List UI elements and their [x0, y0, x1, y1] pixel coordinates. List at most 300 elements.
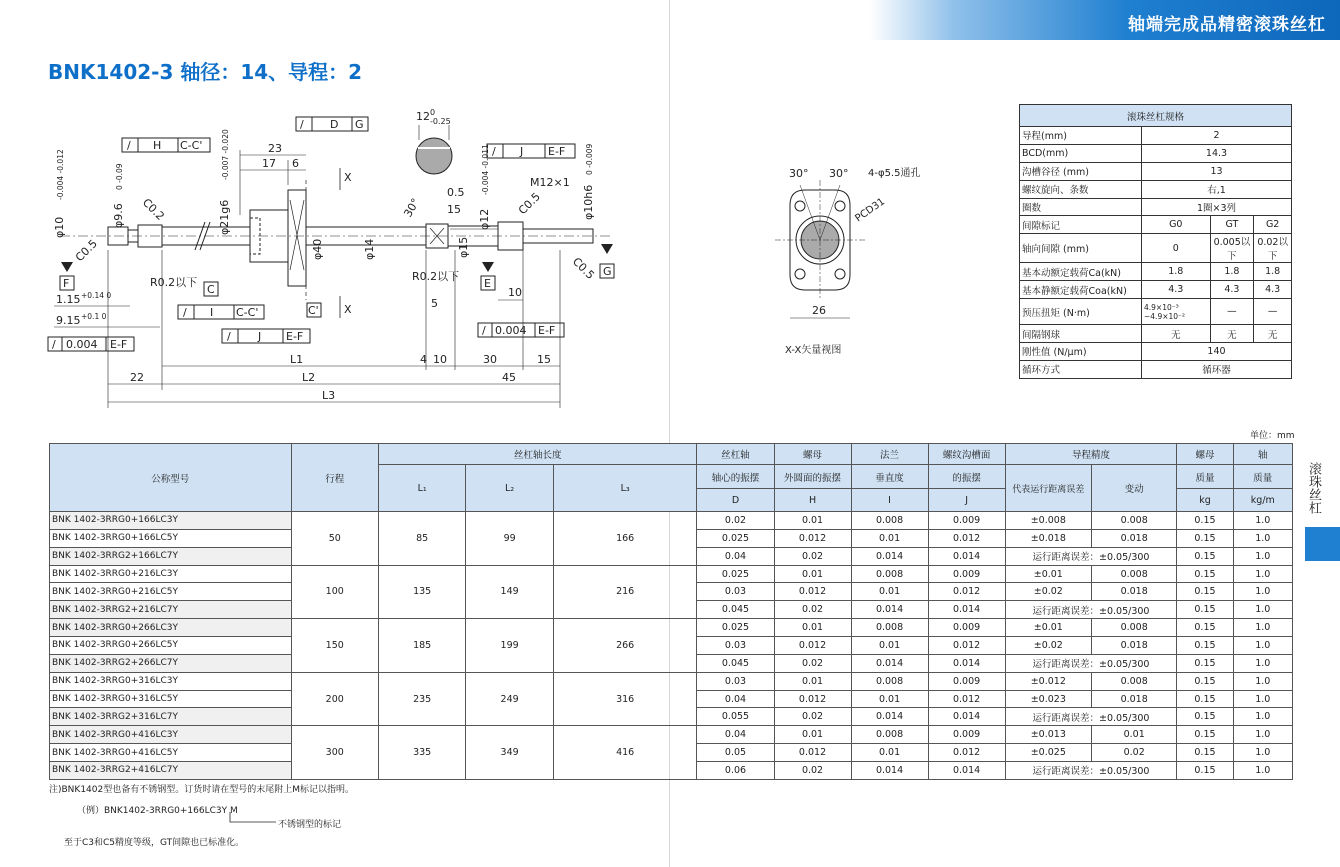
note-1: 注)BNK1402型也备有不锈钢型。订货时请在型号的末尾附上M标记以指明。 [49, 785, 354, 795]
d-cell: 0.03 [697, 637, 774, 655]
svg-text:C-C': C-C' [236, 306, 259, 319]
l3-cell: 166 [553, 512, 697, 566]
dim-10a: 10 [508, 286, 522, 299]
l2-cell: 199 [466, 619, 553, 673]
dim-30: 30 [483, 353, 497, 366]
datum-cprime [307, 303, 321, 317]
col-i-mid: 垂直度 [851, 465, 928, 489]
shaft-mass-cell: 1.0 [1233, 547, 1292, 565]
mount-hole-2 [835, 201, 845, 211]
dim-phi21-tol: -0.007 -0.020 [221, 129, 230, 180]
dim-4: 4 [420, 353, 427, 366]
svg-text:I: I [210, 306, 214, 319]
lead-b-cell: 0.018 [1092, 583, 1177, 601]
h-cell: 0.02 [774, 762, 851, 780]
svg-text:C: C [207, 283, 215, 296]
dim-phi40: φ40 [311, 238, 324, 260]
d-cell: 0.03 [697, 583, 774, 601]
dim-L3: L3 [322, 389, 336, 402]
l3-cell: 316 [553, 672, 697, 726]
d-cell: 0.025 [697, 619, 774, 637]
svg-text:/: / [227, 330, 231, 343]
shaft-mass-cell: 1.0 [1233, 619, 1292, 637]
l1-cell: 235 [378, 672, 465, 726]
note-3: 至于C3和C5精度等级，GT间隙也已标准化。 [64, 838, 245, 848]
nut-mass-cell: 0.15 [1177, 565, 1233, 583]
lead-a-cell: ±0.02 [1005, 583, 1091, 601]
frame-runout-left [48, 337, 134, 351]
spec-value: 1圈×3列 [1142, 198, 1292, 216]
lead-full-cell: 运行距离误差：±0.05/300 [1005, 547, 1177, 565]
d-cell: 0.06 [697, 762, 774, 780]
j-cell: 0.009 [928, 565, 1005, 583]
d-cell: 0.045 [697, 654, 774, 672]
lead-b-cell: 0.008 [1092, 619, 1177, 637]
spec-value: G0 [1142, 216, 1211, 234]
spec-value: 140 [1142, 343, 1292, 361]
h-cell: 0.01 [774, 565, 851, 583]
i-cell: 0.008 [851, 512, 928, 530]
nut-mass-cell: 0.15 [1177, 726, 1233, 744]
dim-c05-c: C0.5 [569, 254, 597, 282]
spec-value: 0 [1142, 234, 1211, 263]
h-cell: 0.02 [774, 601, 851, 619]
svg-text:F: F [63, 277, 70, 290]
dim-115: 1.15 [56, 293, 81, 306]
lead-b-cell: 0.018 [1092, 529, 1177, 547]
side-tab-marker [1305, 527, 1340, 561]
shaft-mass-cell: 1.0 [1233, 637, 1292, 655]
h-cell: 0.012 [774, 744, 851, 762]
spec-label: BCD(mm) [1020, 144, 1142, 162]
table-row [50, 672, 1293, 690]
svg-text:C': C' [308, 304, 319, 317]
side-tab-label: 滚珠丝杠 [1306, 462, 1321, 514]
shaft-mass-cell: 1.0 [1233, 512, 1292, 530]
dim-12-top: 12 [416, 110, 430, 123]
stroke-cell: 50 [291, 512, 378, 566]
spec-value: — [1210, 299, 1254, 325]
i-cell: 0.01 [851, 529, 928, 547]
datum-c [204, 282, 218, 296]
dim-30deg: 30° [401, 196, 423, 220]
table-row [50, 619, 1293, 637]
svg-text:E: E [484, 277, 491, 290]
model-cell: BNK 1402-3RRG2+216LC7Y [50, 601, 292, 619]
shaft-mass-cell: 1.0 [1233, 762, 1292, 780]
model-cell: BNK 1402-3RRG0+416LC5Y [50, 744, 292, 762]
model-cell: BNK 1402-3RRG0+416LC3Y [50, 726, 292, 744]
dim-phi12-tol: -0.004 -0.011 [481, 144, 490, 195]
mount-hole-1 [795, 201, 805, 211]
col-lead: 导程精度 [1005, 444, 1177, 465]
d-cell: 0.04 [697, 690, 774, 708]
dim-c05-a: C0.5 [515, 190, 543, 218]
h-cell: 0.02 [774, 708, 851, 726]
dim-phi10-left: φ10 [53, 216, 66, 238]
i-cell: 0.008 [851, 619, 928, 637]
lead-a-cell: ±0.013 [1005, 726, 1091, 744]
i-cell: 0.014 [851, 547, 928, 565]
shaft-mass-cell: 1.0 [1233, 529, 1292, 547]
svg-text:/: / [183, 306, 187, 319]
col-L2: L₂ [466, 465, 553, 512]
l2-cell: 349 [466, 726, 553, 780]
lead-b-cell: 0.018 [1092, 637, 1177, 655]
col-j-mid: 的振摆 [928, 465, 1005, 489]
dim-10b: 10 [433, 353, 447, 366]
dim-5: 5 [431, 297, 438, 310]
shaft-mass-cell: 1.0 [1233, 690, 1292, 708]
lead-a-cell: ±0.02 [1005, 637, 1091, 655]
lead-full-cell: 运行距离误差：±0.05/300 [1005, 654, 1177, 672]
frame-d [296, 117, 368, 131]
h-cell: 0.02 [774, 654, 851, 672]
svg-text:/: / [52, 338, 56, 351]
nut-pcd: PCD31 [853, 196, 888, 225]
col-j-top: 螺纹沟槽面 [928, 444, 1005, 465]
h-cell: 0.01 [774, 512, 851, 530]
spec-value: 1.8 [1254, 263, 1292, 281]
dim-r02-left: R0.2以下 [150, 276, 198, 289]
model-cell: BNK 1402-3RRG0+316LC5Y [50, 690, 292, 708]
dim-6: 6 [292, 157, 299, 170]
h-cell: 0.012 [774, 690, 851, 708]
col-shaft-mid: 质量 [1233, 465, 1292, 489]
spec-value: 4.3 [1210, 281, 1254, 299]
datum-e [481, 276, 495, 290]
dim-r02-right: R0.2以下 [412, 270, 460, 283]
i-cell: 0.01 [851, 583, 928, 601]
h-cell: 0.01 [774, 672, 851, 690]
spec-value: 2 [1142, 127, 1292, 145]
dim-05: 0.5 [447, 186, 465, 199]
nut-holes: 4-φ5.5通孔 [868, 168, 921, 179]
col-i-top: 法兰 [851, 444, 928, 465]
frame-j-top [487, 144, 575, 158]
l2-cell: 249 [466, 672, 553, 726]
d-cell: 0.04 [697, 547, 774, 565]
col-lead-b: 变动 [1092, 465, 1177, 512]
dim-L2: L2 [302, 371, 316, 384]
i-cell: 0.008 [851, 672, 928, 690]
nut-caption: X-X矢量视图 [785, 345, 842, 356]
lead-b-cell: 0.008 [1092, 565, 1177, 583]
col-L3: L₃ [553, 465, 697, 512]
svg-text:/: / [482, 324, 486, 337]
table-row [50, 565, 1293, 583]
mount-hole-4 [835, 269, 845, 279]
spec-label: 间隙标记 [1020, 216, 1142, 234]
col-shaft-top: 轴 [1233, 444, 1292, 465]
model-table-body [50, 512, 1293, 780]
lead-a-cell: ±0.023 [1005, 690, 1091, 708]
shaft-mass-cell: 1.0 [1233, 583, 1292, 601]
shaft-mass-cell: 1.0 [1233, 744, 1292, 762]
model-table [49, 443, 1293, 780]
header-title: 轴端完成品精密滚珠丝杠 [1128, 15, 1326, 35]
nut-mass-cell: 0.15 [1177, 619, 1233, 637]
dim-17: 17 [262, 157, 276, 170]
spec-value: G2 [1254, 216, 1292, 234]
h-cell: 0.01 [774, 619, 851, 637]
j-cell: 0.012 [928, 744, 1005, 762]
stroke-cell: 300 [291, 726, 378, 780]
d-cell: 0.025 [697, 529, 774, 547]
dim-15: 15 [447, 203, 461, 216]
unit-label: 单位：mm [1250, 431, 1295, 441]
dim-m12: M12×1 [530, 176, 570, 189]
l1-cell: 135 [378, 565, 465, 619]
stroke-cell: 100 [291, 565, 378, 619]
nut-mass-cell: 0.15 [1177, 512, 1233, 530]
spec-value: 无 [1210, 325, 1254, 343]
l3-cell: 416 [553, 726, 697, 780]
table-row [50, 726, 1293, 744]
shaft-drawing [40, 100, 620, 415]
l1-cell: 185 [378, 619, 465, 673]
break-line-a [195, 222, 205, 250]
l3-cell: 216 [553, 565, 697, 619]
l2-cell: 99 [466, 512, 553, 566]
nut-section-view [760, 160, 940, 360]
lead-b-cell: 0.008 [1092, 672, 1177, 690]
lead-b-cell: 0.008 [1092, 512, 1177, 530]
lead-a-cell: ±0.025 [1005, 744, 1091, 762]
j-cell: 0.012 [928, 583, 1005, 601]
j-cell: 0.009 [928, 726, 1005, 744]
spec-label: 导程(mm) [1020, 127, 1142, 145]
svg-text:/: / [492, 145, 496, 158]
stroke-cell: 200 [291, 672, 378, 726]
model-cell: BNK 1402-3RRG0+216LC3Y [50, 565, 292, 583]
mount-hole-3 [795, 269, 805, 279]
shaft-mass-cell: 1.0 [1233, 708, 1292, 726]
h-cell: 0.012 [774, 529, 851, 547]
spec-value: — [1254, 299, 1292, 325]
dim-115-tol: +0.14 0 [81, 291, 112, 300]
col-shaft-unit: kg/m [1233, 489, 1292, 512]
lead-b-cell: 0.02 [1092, 744, 1177, 762]
svg-text:0.004: 0.004 [495, 324, 527, 337]
header-band [870, 0, 1340, 40]
dim-phi10h6: φ10h6 [582, 184, 595, 220]
spec-label: 间隔钢球 [1020, 325, 1142, 343]
nut-mass-cell: 0.15 [1177, 637, 1233, 655]
x-mark-bottom: X [344, 303, 352, 316]
nut-mass-cell: 0.15 [1177, 601, 1233, 619]
nut-angle-b: 30° [829, 167, 849, 180]
dim-phi96: φ9.6 [112, 203, 125, 228]
shaft-mass-cell: 1.0 [1233, 672, 1292, 690]
l1-cell: 85 [378, 512, 465, 566]
j-cell: 0.014 [928, 762, 1005, 780]
j-cell: 0.012 [928, 637, 1005, 655]
j-cell: 0.012 [928, 529, 1005, 547]
svg-text:E-F: E-F [110, 338, 128, 351]
j-cell: 0.014 [928, 654, 1005, 672]
spec-value: 循环器 [1142, 360, 1292, 378]
svg-text:D: D [330, 118, 339, 131]
nut-mass-cell: 0.15 [1177, 690, 1233, 708]
col-L1: L₁ [378, 465, 465, 512]
nut-mass-cell: 0.15 [1177, 744, 1233, 762]
d-cell: 0.025 [697, 565, 774, 583]
datum-g [600, 264, 614, 278]
model-cell: BNK 1402-3RRG2+166LC7Y [50, 547, 292, 565]
dim-15b: 15 [537, 353, 551, 366]
dim-45: 45 [502, 371, 516, 384]
svg-text:/: / [127, 139, 131, 152]
flange-cross [290, 200, 304, 270]
j-cell: 0.009 [928, 672, 1005, 690]
i-cell: 0.01 [851, 637, 928, 655]
i-cell: 0.008 [851, 726, 928, 744]
model-cell: BNK 1402-3RRG0+216LC5Y [50, 583, 292, 601]
spec-label: 预压扭矩 (N·m) [1020, 299, 1142, 325]
lead-full-cell: 运行距离误差：±0.05/300 [1005, 708, 1177, 726]
table-row [50, 512, 1293, 530]
model-cell: BNK 1402-3RRG0+166LC5Y [50, 529, 292, 547]
nut-mass-cell: 0.15 [1177, 762, 1233, 780]
col-i: I [851, 489, 928, 512]
d-cell: 0.045 [697, 601, 774, 619]
lead-a-cell: ±0.008 [1005, 512, 1091, 530]
d-cell: 0.05 [697, 744, 774, 762]
nut-angle-a: 30° [789, 167, 809, 180]
col-d-top: 丝杠轴 [697, 444, 774, 465]
dim-phi21: φ21g6 [218, 199, 231, 235]
model-cell: BNK 1402-3RRG0+266LC3Y [50, 619, 292, 637]
nut-mass-cell: 0.15 [1177, 583, 1233, 601]
dim-915: 9.15 [56, 314, 81, 327]
col-j: J [928, 489, 1005, 512]
spec-title: 滚珠丝杠规格 [1020, 105, 1292, 127]
svg-text:0.004: 0.004 [66, 338, 98, 351]
svg-text:E-F: E-F [548, 145, 566, 158]
spec-value: 0.005以下 [1210, 234, 1254, 263]
j-cell: 0.014 [928, 708, 1005, 726]
l2-cell: 149 [466, 565, 553, 619]
x-mark-top: X [344, 171, 352, 184]
shaft-mass-cell: 1.0 [1233, 565, 1292, 583]
page-title: BNK1402-3 轴径：14、导程：2 [48, 60, 363, 84]
lead-a-cell: ±0.01 [1005, 619, 1091, 637]
h-cell: 0.012 [774, 637, 851, 655]
spec-label: 螺纹旋向、条数 [1020, 180, 1142, 198]
svg-text:J: J [258, 330, 262, 343]
svg-text:E-F: E-F [286, 330, 304, 343]
spec-table [1019, 104, 1292, 379]
i-cell: 0.014 [851, 762, 928, 780]
col-h: H [774, 489, 851, 512]
dim-23: 23 [268, 142, 282, 155]
dim-phi15: φ15 [457, 236, 470, 258]
lead-full-cell: 运行距离误差：±0.05/300 [1005, 762, 1177, 780]
model-cell: BNK 1402-3RRG2+316LC7Y [50, 708, 292, 726]
svg-text:J: J [520, 145, 524, 158]
spec-value: 4.9×10⁻³ ~4.9×10⁻² [1142, 299, 1211, 325]
lead-full-cell: 运行距离误差：±0.05/300 [1005, 601, 1177, 619]
spec-label: 沟槽谷径 (mm) [1020, 162, 1142, 180]
i-cell: 0.01 [851, 690, 928, 708]
spec-value: 14.3 [1142, 144, 1292, 162]
dim-phi12: φ12 [478, 208, 491, 230]
j-cell: 0.009 [928, 619, 1005, 637]
note-example-label: 不锈钢型的标记 [278, 820, 342, 830]
j-cell: 0.012 [928, 690, 1005, 708]
col-d: D [697, 489, 774, 512]
spec-label: 基本动额定载荷Ca(kN) [1020, 263, 1142, 281]
frame-i [178, 305, 264, 319]
spec-value: 4.3 [1142, 281, 1211, 299]
dim-phi10h6-tol: 0 -0.009 [585, 143, 594, 175]
h-cell: 0.01 [774, 726, 851, 744]
nut-mass-cell: 0.15 [1177, 708, 1233, 726]
model-cell: BNK 1402-3RRG2+416LC7Y [50, 762, 292, 780]
shaft-mass-cell: 1.0 [1233, 601, 1292, 619]
model-cell: BNK 1402-3RRG2+266LC7Y [50, 654, 292, 672]
l3-cell: 266 [553, 619, 697, 673]
note-example: （例）BNK1402-3RRG0+166LC3Y M [77, 806, 238, 816]
j-cell: 0.014 [928, 547, 1005, 565]
col-lead-a: 代表运行距离误差 [1005, 465, 1091, 512]
d-cell: 0.04 [697, 726, 774, 744]
col-nut-unit: kg [1177, 489, 1233, 512]
spec-value: 无 [1254, 325, 1292, 343]
dim-L1: L1 [290, 353, 304, 366]
dim-phi14: φ14 [363, 238, 376, 260]
spec-value: 1.8 [1142, 263, 1211, 281]
j-cell: 0.014 [928, 601, 1005, 619]
model-cell: BNK 1402-3RRG0+166LC3Y [50, 512, 292, 530]
col-nut-mid: 质量 [1177, 465, 1233, 489]
j-cell: 0.009 [928, 512, 1005, 530]
section-circle [416, 138, 452, 174]
d-cell: 0.055 [697, 708, 774, 726]
d-cell: 0.03 [697, 672, 774, 690]
l1-cell: 335 [378, 726, 465, 780]
col-h-mid: 外圆面的振摆 [774, 465, 851, 489]
lead-a-cell: ±0.01 [1005, 565, 1091, 583]
spec-value: GT [1210, 216, 1254, 234]
spec-value: 1.8 [1210, 263, 1254, 281]
col-stroke: 行程 [291, 444, 378, 512]
svg-text:E-F: E-F [538, 324, 556, 337]
i-cell: 0.01 [851, 744, 928, 762]
spec-label: 轴向间隙 (mm) [1020, 234, 1142, 263]
dim-phi96-tol: 0 -0.09 [115, 163, 124, 190]
frame-j-bottom [222, 329, 310, 343]
lead-b-cell: 0.01 [1092, 726, 1177, 744]
i-cell: 0.008 [851, 565, 928, 583]
i-cell: 0.014 [851, 601, 928, 619]
datum-f [60, 276, 74, 290]
dim-12-sub: -0.25 [430, 117, 451, 126]
dim-12-sup: 0 [430, 108, 436, 117]
dim-c05-b: C0.5 [72, 237, 100, 265]
dim-c02: C0.2 [139, 195, 167, 223]
spec-label: 圈数 [1020, 198, 1142, 216]
nut-mass-cell: 0.15 [1177, 529, 1233, 547]
i-cell: 0.014 [851, 708, 928, 726]
nut-mass-cell: 0.15 [1177, 547, 1233, 565]
svg-text:C-C': C-C' [180, 139, 203, 152]
stroke-cell: 150 [291, 619, 378, 673]
dim-phi10-left-tol: -0.004 -0.012 [56, 149, 65, 200]
model-cell: BNK 1402-3RRG0+266LC5Y [50, 637, 292, 655]
i-cell: 0.014 [851, 654, 928, 672]
